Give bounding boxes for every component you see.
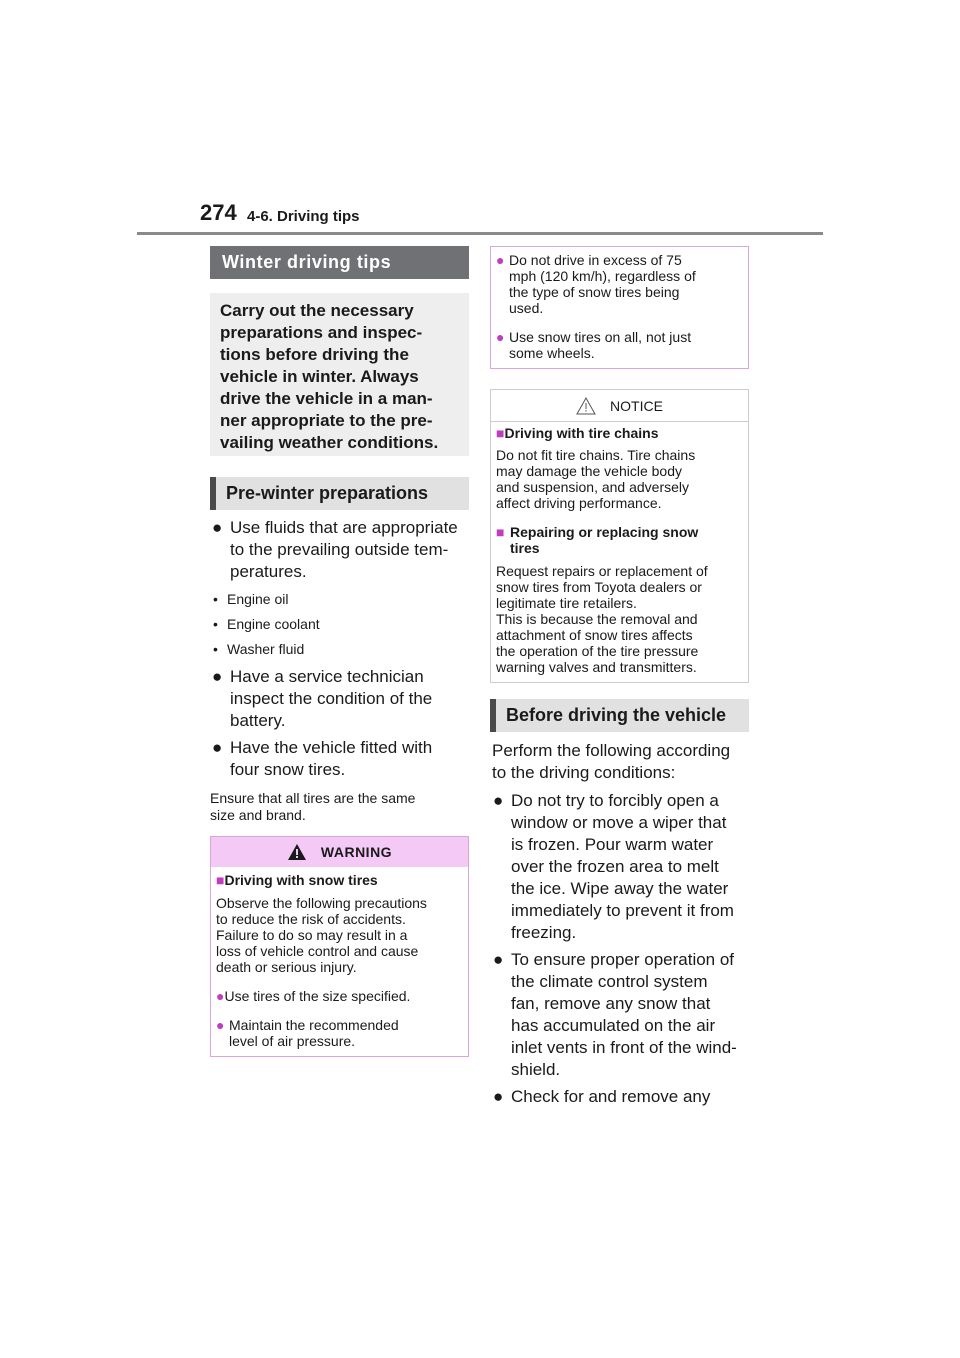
bullet-line: battery.	[230, 711, 286, 730]
list-item: • Washer fluid	[213, 641, 305, 657]
intro-line: drive the vehicle in a man-	[220, 389, 433, 408]
dot-icon: ●	[496, 252, 505, 268]
intro-line: Carry out the necessary	[220, 301, 414, 320]
section-title: Winter driving tips	[210, 246, 469, 279]
list-item: • Engine oil	[213, 591, 289, 607]
bullet-icon: ●	[212, 667, 223, 686]
warning-heading: ■Driving with snow tires	[216, 872, 378, 888]
bullet-frozen: ● Do not try to forcibly open a window or move a wiper that is frozen. Pour warm water over the frozen area to melt the ice. Wipe away the water immediately to prevent it from freezing.	[493, 791, 734, 942]
dot-icon: ●	[216, 988, 225, 1004]
intro-box	[210, 293, 469, 456]
square-bullet-icon: ■	[496, 425, 505, 441]
notice-label: NOTICE	[610, 397, 663, 414]
header-rule	[137, 232, 823, 235]
warning-item: ● Maintain the recommended level of air pressure.	[216, 1017, 399, 1049]
bullet-icon: ●	[493, 791, 504, 810]
bullet-fluids	[212, 517, 472, 583]
notice-body: Do not fit tire chains. Tire chains may damage the vehicle body and suspension, and adversely affect driving performance.	[496, 447, 696, 511]
intro-line: ner appropriate to the pre-	[220, 411, 433, 430]
section-label: 4-6. Driving tips	[247, 208, 360, 225]
lead-paragraph: Perform the following according to the driving conditions:	[492, 741, 731, 782]
before-driving-heading: Before driving the vehicle	[490, 699, 749, 732]
notice-heading: ■ Repairing or replacing snow tires	[496, 524, 699, 556]
bullet-line: Use fluids that are appropriate	[230, 518, 458, 537]
warning-continued-box	[490, 246, 749, 369]
bullet-battery	[212, 666, 472, 732]
warning-box	[210, 836, 469, 1057]
warning-body: Observe the following precautions to reduce the risk of accidents. Failure to do so may result in a loss of vehicle control and cause death or serious injury.	[216, 895, 427, 975]
dot-icon: ●	[216, 1017, 225, 1033]
bullet-line: four snow tires.	[230, 760, 346, 779]
notice-header	[491, 390, 748, 422]
tire-note: Ensure that all tires are the same size and brand.	[210, 790, 416, 823]
warning-item: ●Use tires of the size specified.	[216, 988, 411, 1004]
dot-icon: •	[213, 591, 218, 607]
warning-item: ● Do not drive in excess of 75 mph (120 km/h), regardless of the type of snow tires being used.	[496, 252, 696, 316]
warning-header	[211, 837, 468, 867]
bullet-snow-tires	[212, 737, 472, 781]
bullet-icon: ●	[212, 738, 223, 757]
intro-line: vehicle in winter. Always	[220, 367, 419, 386]
bullet-check: ● Check for and remove any	[493, 1087, 711, 1106]
bullet-icon: ●	[493, 950, 504, 969]
bullet-line: to the prevailing outside tem-	[230, 540, 449, 559]
dot-icon: ●	[496, 329, 505, 345]
dot-icon: •	[213, 616, 218, 632]
notice-box	[490, 389, 749, 683]
square-bullet-icon: ■	[496, 524, 505, 540]
bullet-icon: ●	[493, 1087, 504, 1106]
dot-icon: •	[213, 641, 218, 657]
bullet-line: Have the vehicle fitted with	[230, 738, 433, 757]
caution-triangle-icon	[576, 397, 596, 415]
intro-line: tions before driving the	[220, 345, 409, 364]
warning-label: WARNING	[320, 844, 393, 860]
pre-winter-heading: Pre-winter preparations	[210, 477, 469, 510]
bullet-line: Have a service technician	[230, 667, 424, 686]
notice-heading: ■Driving with tire chains	[496, 425, 659, 441]
notice-body: Request repairs or replacement of snow tires from Toyota dealers or legitimate tire retailers. This is because the removal and attachment of snow tires affects the operation of the tire pressure warning valves and transmitters.	[496, 563, 708, 675]
intro-line: vailing weather conditions.	[220, 433, 439, 452]
list-item: • Engine coolant	[213, 616, 320, 632]
warning-triangle-icon	[287, 843, 307, 861]
page-number: 274	[200, 200, 237, 225]
bullet-line: inspect the condition of the	[230, 689, 433, 708]
bullet-icon: ●	[212, 518, 223, 537]
warning-item: ● Use snow tires on all, not just some wheels.	[496, 329, 692, 361]
bullet-climate: ● To ensure proper operation of the climate control system fan, remove any snow that has accumulated on the air inlet vents in front of the wind- shield.	[493, 950, 737, 1079]
square-bullet-icon: ■	[216, 872, 225, 888]
bullet-line: peratures.	[230, 562, 307, 581]
intro-line: preparations and inspec-	[220, 323, 423, 342]
